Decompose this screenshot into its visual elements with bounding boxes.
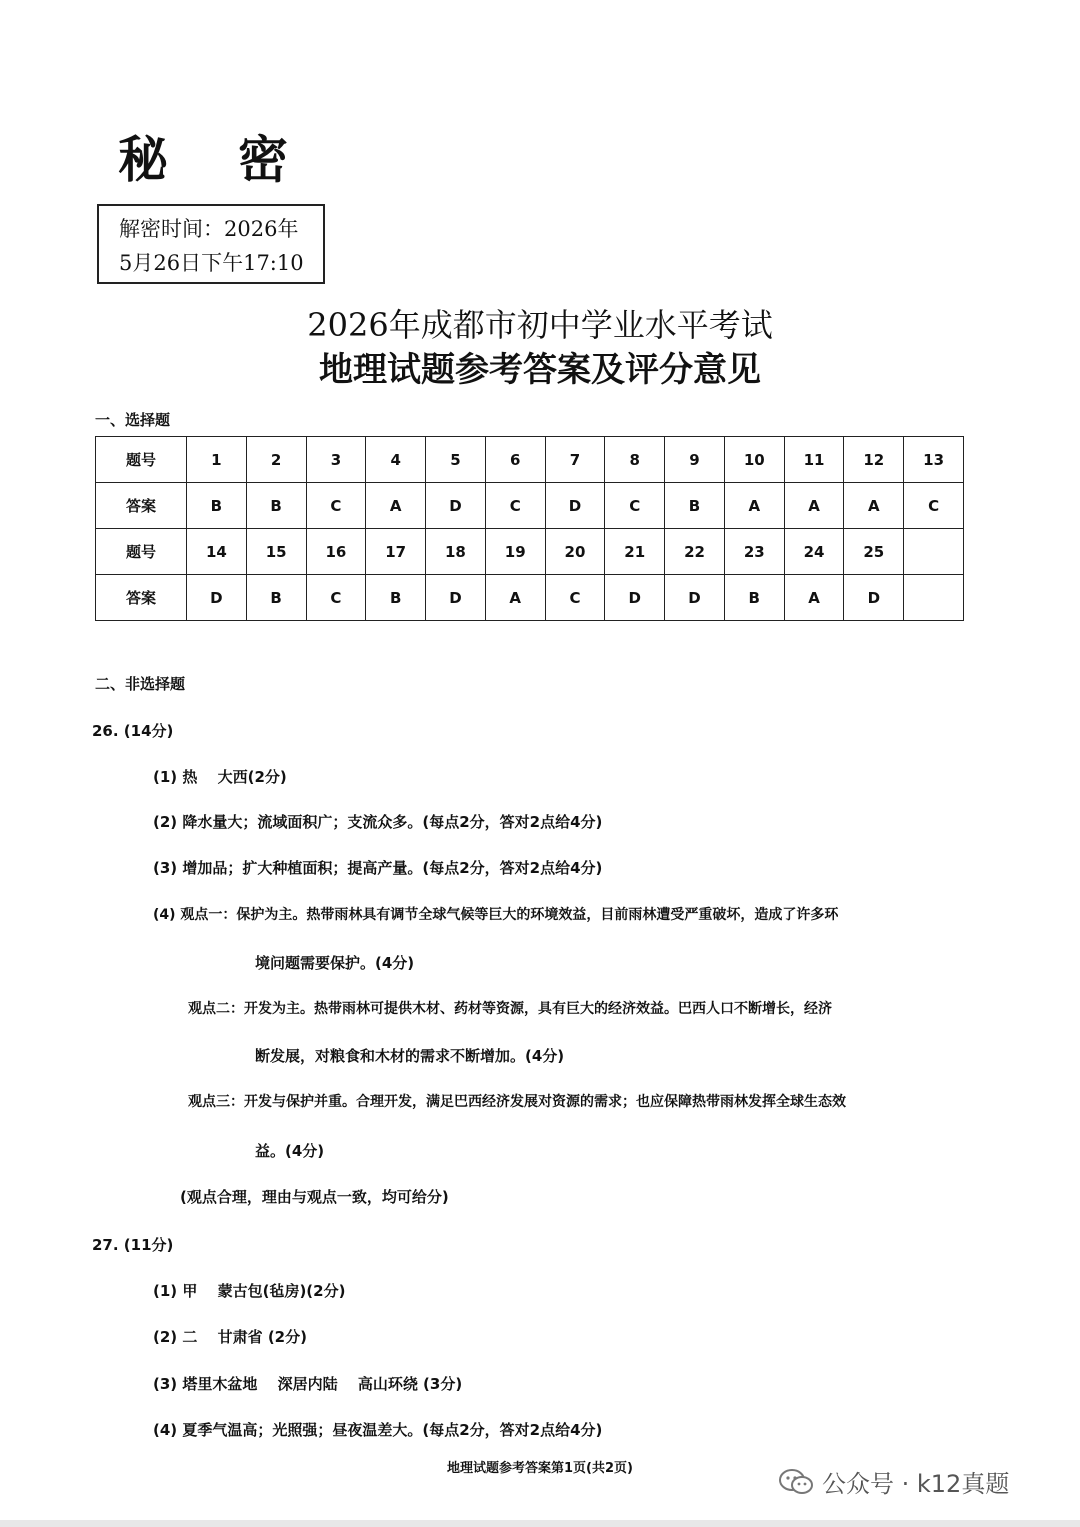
watermark-text: 公众号 · k12真题 [822,1470,1010,1498]
answer-cell: B [665,483,725,529]
row-label: 题号 [96,437,187,483]
declass-line-2: 5月26日下午17:10 [119,251,304,275]
answer-cell: B [724,575,784,621]
answer-line: (3) 增加品；扩大种植面积；提高产量。(每点2分，答对2点给4分) [153,859,603,877]
question-number: 4 [366,437,426,483]
scoring-note: (观点合理，理由与观点一致，均可给分) [180,1188,449,1206]
question-number: 5 [426,437,486,483]
declassification-box [97,204,325,284]
question-number: 10 [724,437,784,483]
answer-cell: C [904,483,964,529]
answer-cell: D [665,575,725,621]
answer-cell: D [844,575,904,621]
answer-cell: A [784,575,844,621]
answer-cell: A [485,575,545,621]
table-row [96,483,964,529]
answer-cell: A [784,483,844,529]
question-number: 1 [187,437,247,483]
answer-line: (1) 热 大西(2分) [153,768,287,786]
answer-cell: C [306,575,366,621]
answer-line: (2) 二 甘肃省 (2分) [153,1328,307,1346]
question-number: 11 [784,437,844,483]
answer-line: (1) 甲 蒙古包(毡房)(2分) [153,1282,346,1300]
watermark [778,1464,1009,1499]
answer-table [95,436,964,621]
answer-cell: D [187,575,247,621]
question-number: 14 [187,529,247,575]
answer-cell: D [545,483,605,529]
answer-line: 断发展，对粮食和木材的需求不断增加。(4分) [255,1047,565,1065]
question-number: 19 [485,529,545,575]
question-number: 3 [306,437,366,483]
document-title: 地理试题参考答案及评分意见 [319,350,761,390]
answer-line: (3) 塔里木盆地 深居内陆 高山环绕 (3分) [153,1375,463,1393]
question-number: 9 [665,437,725,483]
question-number: 16 [306,529,366,575]
wechat-icon [778,1468,814,1496]
question-27-title: 27. (11分) [92,1236,174,1254]
row-label: 答案 [96,483,187,529]
answer-line: 观点二：开发为主。热带雨林可提供木材、药材等资源，具有巨大的经济效益。巴西人口不断增长，经济 [188,1001,832,1017]
question-number: 23 [724,529,784,575]
answer-line: (4) 观点一：保护为主。热带雨林具有调节全球气候等巨大的环境效益，目前雨林遭受严重破坏，造成了许多环 [153,907,839,923]
exam-title: 2026年成都市初中学业水平考试 [307,306,773,344]
question-number: 24 [784,529,844,575]
answer-cell: C [306,483,366,529]
answer-cell: D [426,575,486,621]
question-number: 8 [605,437,665,483]
question-number: 18 [426,529,486,575]
question-number: 22 [665,529,725,575]
answer-cell: D [605,575,665,621]
answer-cell: B [187,483,247,529]
table-row [96,575,964,621]
answer-cell [904,575,964,621]
answer-cell: B [246,483,306,529]
answer-cell: C [605,483,665,529]
answer-line: (4) 夏季气温高；光照强；昼夜温差大。(每点2分，答对2点给4分) [153,1421,603,1439]
question-number: 17 [366,529,426,575]
answer-cell: B [366,575,426,621]
question-number [904,529,964,575]
question-number: 6 [485,437,545,483]
question-number: 2 [246,437,306,483]
answer-cell: B [246,575,306,621]
question-number: 7 [545,437,605,483]
page-footer: 地理试题参考答案第1页(共2页) [447,1461,633,1476]
table-row [96,529,964,575]
answer-line: 观点三：开发与保护并重。合理开发，满足巴西经济发展对资源的需求；也应保障热带雨林发挥全球生态效 [188,1094,846,1110]
answer-cell: A [366,483,426,529]
question-number: 20 [545,529,605,575]
answer-cell: C [485,483,545,529]
answer-cell: C [545,575,605,621]
question-number: 13 [904,437,964,483]
answer-line: 境问题需要保护。(4分) [255,954,415,972]
section-2-heading: 二、非选择题 [95,675,186,693]
answer-cell: A [844,483,904,529]
table-row [96,437,964,483]
question-number: 21 [605,529,665,575]
question-26-title: 26. (14分) [92,722,174,740]
question-number: 12 [844,437,904,483]
row-label: 答案 [96,575,187,621]
question-number: 15 [246,529,306,575]
section-1-heading: 一、选择题 [95,411,171,429]
answer-line: 益。(4分) [255,1142,325,1160]
declass-line-1: 解密时间：2026年 [119,217,299,241]
row-label: 题号 [96,529,187,575]
secret-mark: 秘密 [118,130,358,189]
answer-cell: D [426,483,486,529]
bottom-strip [0,1520,1080,1527]
answer-line: (2) 降水量大；流域面积广；支流众多。(每点2分，答对2点给4分) [153,813,603,831]
answer-cell: A [724,483,784,529]
question-number: 25 [844,529,904,575]
